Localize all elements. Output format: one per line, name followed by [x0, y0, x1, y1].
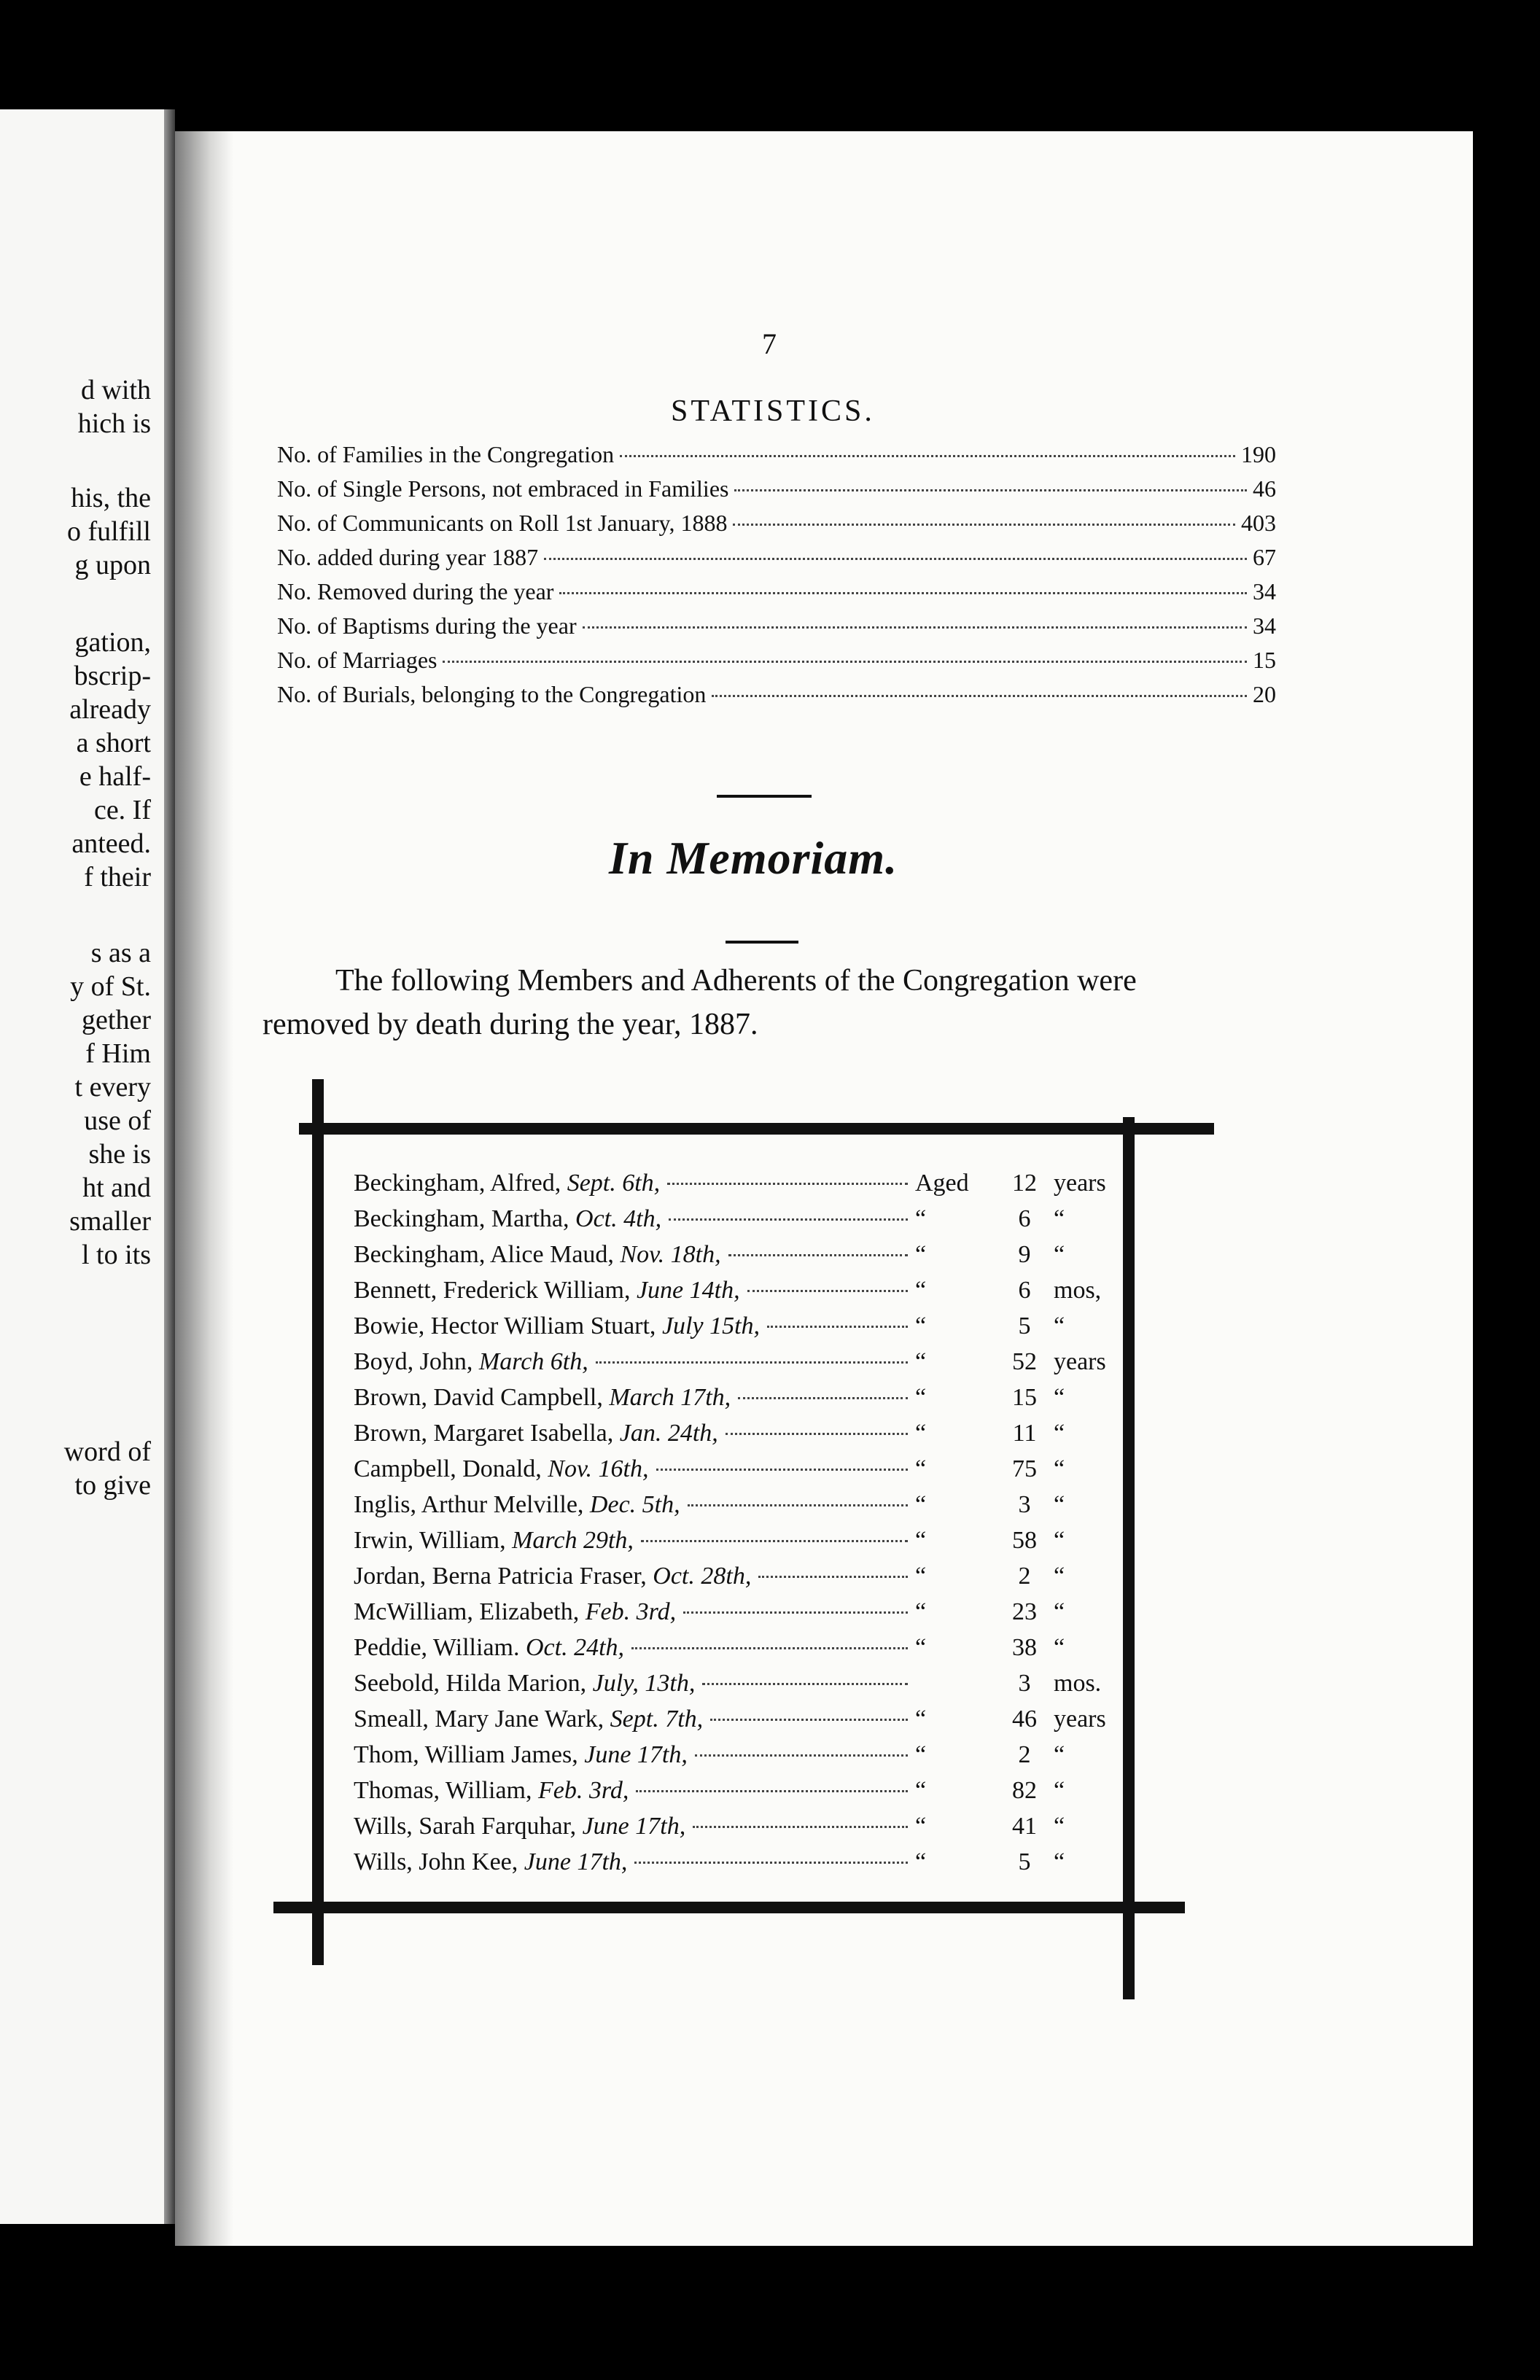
frame-top-bar	[299, 1123, 1214, 1135]
entry-age: 2	[1018, 1741, 1031, 1768]
left-text-fragment: smaller	[69, 1206, 151, 1237]
memoriam-entry	[354, 1170, 1127, 1205]
left-text-fragment: gation,	[74, 627, 151, 658]
memoriam-intro-line: removed by death during the year, 1887.	[262, 1008, 758, 1041]
memoriam-entry	[354, 1777, 1127, 1812]
dot-leader	[544, 558, 1247, 560]
entry-name: Campbell, Donald,	[354, 1455, 542, 1482]
memoriam-intro-line: The following Members and Adherents of the Congregation were	[335, 964, 1137, 998]
entry-unit: “	[1054, 1491, 1065, 1518]
statistics-label: No. of Families in the Congregation	[277, 441, 615, 467]
memoriam-entry	[354, 1241, 1127, 1276]
entry-unit: “	[1054, 1312, 1065, 1339]
entry-date: July 15th,	[661, 1312, 761, 1339]
entry-aged: “	[915, 1348, 927, 1375]
entry-age: 5	[1018, 1312, 1031, 1339]
statistics-row	[277, 612, 1276, 645]
entry-date: Dec. 5th,	[589, 1491, 680, 1518]
dot-leader	[683, 1611, 908, 1614]
entry-age: 38	[1012, 1634, 1037, 1661]
dot-leader	[734, 489, 1247, 491]
entry-name: Beckingham, Alfred,	[354, 1170, 561, 1197]
entry-age: 41	[1012, 1813, 1037, 1840]
entry-name: Brown, David Campbell,	[354, 1384, 603, 1411]
memoriam-entry	[354, 1598, 1127, 1633]
entry-date: Nov. 18th,	[620, 1241, 721, 1268]
entry-unit: “	[1054, 1241, 1065, 1268]
entry-name: Wills, Sarah Farquhar,	[354, 1813, 577, 1840]
section-divider	[726, 941, 798, 944]
left-text-fragment: f their	[84, 862, 151, 892]
left-text-fragment: o fulfill	[66, 516, 151, 547]
entry-age: 58	[1012, 1527, 1037, 1554]
dot-leader	[596, 1361, 908, 1364]
left-text-fragment: e half-	[79, 761, 151, 792]
entry-age: 5	[1018, 1848, 1031, 1875]
entry-date: June 14th,	[636, 1277, 740, 1304]
dot-leader	[634, 1862, 908, 1864]
dot-leader	[702, 1683, 908, 1685]
frame-bottom-bar	[273, 1902, 1185, 1913]
section-divider	[717, 795, 812, 798]
entry-aged: “	[915, 1277, 927, 1304]
statistics-label: No. added during year 1887	[277, 544, 539, 570]
entry-date: March 6th,	[478, 1348, 588, 1375]
statistics-value: 20	[1253, 681, 1276, 707]
entry-date: Oct. 28th,	[653, 1563, 752, 1590]
dot-leader	[733, 524, 1235, 526]
statistics-label: No. of Single Persons, not embraced in Families	[277, 475, 729, 502]
statistics-heading: STATISTICS.	[671, 394, 875, 428]
entry-name: Jordan, Berna Patricia Fraser,	[354, 1563, 647, 1590]
entry-date: Feb. 3rd,	[537, 1777, 629, 1804]
entry-aged: “	[915, 1598, 927, 1625]
memoriam-entry	[354, 1384, 1127, 1419]
entry-aged: “	[915, 1455, 927, 1482]
entry-name: Thom, William James,	[354, 1741, 578, 1768]
left-text-fragment: y of St.	[70, 971, 151, 1002]
memoriam-entry	[354, 1563, 1127, 1598]
left-text-fragment: ce. If	[93, 795, 151, 825]
statistics-row	[277, 475, 1276, 508]
memoriam-entry	[354, 1205, 1127, 1240]
statistics-label: No. Removed during the year	[277, 578, 554, 604]
entry-date: July, 13th,	[592, 1670, 696, 1697]
left-text-fragment: use of	[84, 1105, 151, 1136]
entry-name: Smeall, Mary Jane Wark,	[354, 1706, 604, 1732]
entry-age: 9	[1018, 1241, 1031, 1268]
entry-date: Oct. 4th,	[575, 1205, 662, 1232]
memoriam-entry	[354, 1706, 1127, 1741]
memoriam-entry	[354, 1527, 1127, 1562]
left-text-fragment: she is	[88, 1139, 151, 1170]
entry-name: Wills, John Kee,	[354, 1848, 518, 1875]
entry-aged: “	[915, 1205, 927, 1232]
entry-name: Beckingham, Martha,	[354, 1205, 569, 1232]
statistics-row	[277, 578, 1276, 610]
entry-age: 23	[1012, 1598, 1037, 1625]
left-text-fragment: to give	[74, 1470, 151, 1501]
entry-date: June 17th,	[524, 1848, 628, 1875]
statistics-value: 46	[1253, 475, 1276, 502]
entry-unit: “	[1054, 1205, 1065, 1232]
statistics-label: No. of Baptisms during the year	[277, 612, 577, 639]
memoriam-entry	[354, 1491, 1127, 1526]
left-text-fragment: l to its	[81, 1240, 151, 1270]
entry-aged: “	[915, 1241, 927, 1268]
entry-aged: “	[915, 1491, 927, 1518]
left-text-fragment: a short	[76, 728, 151, 758]
memoriam-entry	[354, 1670, 1127, 1705]
entry-date: Feb. 3rd,	[585, 1598, 677, 1625]
entry-unit: “	[1054, 1455, 1065, 1482]
dot-leader	[636, 1790, 908, 1792]
left-text-fragment: s as a	[90, 938, 151, 968]
statistics-row	[277, 681, 1276, 713]
entry-unit: “	[1054, 1563, 1065, 1590]
dot-leader	[738, 1397, 908, 1399]
statistics-row	[277, 544, 1276, 576]
entry-unit: “	[1054, 1777, 1065, 1804]
statistics-row	[277, 441, 1276, 473]
entry-aged: “	[915, 1634, 927, 1661]
entry-date: March 29th,	[512, 1527, 634, 1554]
memoriam-entry	[354, 1455, 1127, 1490]
entry-age: 46	[1012, 1706, 1037, 1732]
left-text-fragment: f Him	[85, 1038, 151, 1069]
entry-name: Bennett, Frederick William,	[354, 1277, 631, 1304]
dot-leader	[712, 695, 1247, 697]
entry-name: Brown, Margaret Isabella,	[354, 1420, 614, 1447]
memoriam-entry	[354, 1420, 1127, 1455]
memoriam-entry	[354, 1813, 1127, 1848]
dot-leader	[656, 1469, 909, 1471]
entry-date: Sept. 6th,	[567, 1170, 661, 1197]
entry-age: 6	[1018, 1205, 1031, 1232]
left-text-fragment: already	[69, 694, 151, 725]
entry-date: Jan. 24th,	[619, 1420, 718, 1447]
entry-aged: “	[915, 1420, 927, 1447]
dot-leader	[688, 1504, 908, 1506]
entry-age: 12	[1012, 1170, 1037, 1197]
entry-aged: “	[915, 1741, 927, 1768]
memoriam-entry	[354, 1848, 1127, 1883]
entry-aged: “	[915, 1312, 927, 1339]
left-text-fragment: gether	[82, 1005, 151, 1035]
entry-name: Seebold, Hilda Marion,	[354, 1670, 587, 1697]
entry-name: Thomas, William,	[354, 1777, 532, 1804]
memoriam-entry	[354, 1634, 1127, 1669]
memoriam-heading: In Memoriam.	[609, 832, 898, 884]
dot-leader	[667, 1183, 908, 1185]
entry-date: March 17th,	[609, 1384, 731, 1411]
entry-age: 3	[1018, 1491, 1031, 1518]
entry-age: 6	[1018, 1277, 1031, 1304]
entry-unit: “	[1054, 1634, 1065, 1661]
entry-unit: “	[1054, 1848, 1065, 1875]
left-text-fragment: t every	[74, 1072, 151, 1102]
statistics-row	[277, 647, 1276, 679]
entry-aged: “	[915, 1848, 927, 1875]
entry-aged: “	[915, 1563, 927, 1590]
dot-leader	[747, 1290, 908, 1292]
left-text-fragment: hich is	[77, 408, 151, 439]
dot-leader	[620, 455, 1235, 457]
statistics-value: 403	[1241, 510, 1276, 536]
entry-unit: “	[1054, 1813, 1065, 1840]
left-text-fragment: his, the	[71, 483, 151, 513]
entry-aged: “	[915, 1777, 927, 1804]
entry-aged: “	[915, 1706, 927, 1732]
entry-name: Beckingham, Alice Maud,	[354, 1241, 614, 1268]
dot-leader	[641, 1540, 908, 1542]
page-edge-shadow	[175, 131, 233, 2246]
entry-aged: Aged	[915, 1170, 969, 1197]
entry-date: Nov. 16th,	[548, 1455, 649, 1482]
entry-date: Oct. 24th,	[525, 1634, 625, 1661]
memoriam-entry	[354, 1348, 1127, 1383]
entry-age: 52	[1012, 1348, 1037, 1375]
dot-leader	[693, 1826, 908, 1828]
left-facing-page	[0, 109, 164, 2224]
statistics-label: No. of Communicants on Roll 1st January, 1888	[277, 510, 728, 536]
statistics-value: 34	[1253, 578, 1276, 604]
statistics-value: 67	[1253, 544, 1276, 570]
entry-aged: “	[915, 1527, 927, 1554]
entry-unit: mos.	[1054, 1670, 1102, 1697]
memoriam-entry	[354, 1312, 1127, 1348]
statistics-label: No. of Burials, belonging to the Congregation	[277, 681, 707, 707]
entry-unit: “	[1054, 1420, 1065, 1447]
entry-age: 82	[1012, 1777, 1037, 1804]
left-text-fragment: g upon	[74, 550, 151, 580]
memoriam-entry	[354, 1277, 1127, 1312]
dot-leader	[767, 1326, 908, 1328]
entry-unit: “	[1054, 1384, 1065, 1411]
entry-aged: “	[915, 1813, 927, 1840]
entry-name: Peddie, William.	[354, 1634, 520, 1661]
dot-leader	[559, 592, 1247, 594]
entry-unit: “	[1054, 1741, 1065, 1768]
book-gutter	[164, 109, 175, 2224]
entry-age: 11	[1012, 1420, 1037, 1447]
dot-leader	[710, 1719, 908, 1721]
entry-date: June 17th,	[582, 1813, 686, 1840]
entry-age: 15	[1012, 1384, 1037, 1411]
dot-leader	[443, 661, 1247, 663]
dot-leader	[695, 1754, 908, 1757]
dot-leader	[728, 1254, 908, 1256]
dot-leader	[758, 1576, 908, 1578]
entry-unit: years	[1054, 1348, 1106, 1375]
memoriam-entry	[354, 1741, 1127, 1776]
entry-unit: years	[1054, 1706, 1106, 1732]
entry-name: Boyd, John,	[354, 1348, 473, 1375]
dot-leader	[669, 1218, 908, 1221]
entry-name: Inglis, Arthur Melville,	[354, 1491, 584, 1518]
statistics-value: 34	[1253, 612, 1276, 639]
statistics-row	[277, 510, 1276, 542]
dot-leader	[631, 1647, 908, 1649]
entry-age: 3	[1018, 1670, 1031, 1697]
left-text-fragment: ht and	[82, 1172, 151, 1203]
entry-name: Irwin, William,	[354, 1527, 506, 1554]
entry-age: 75	[1012, 1455, 1037, 1482]
left-text-fragment: word of	[63, 1436, 151, 1467]
statistics-label: No. of Marriages	[277, 647, 438, 673]
entry-date: Sept. 7th,	[610, 1706, 704, 1732]
entry-aged: “	[915, 1384, 927, 1411]
entry-date: June 17th,	[584, 1741, 688, 1768]
page-number: 7	[762, 327, 777, 360]
entry-unit: mos,	[1054, 1277, 1102, 1304]
left-text-fragment: anteed.	[71, 828, 151, 859]
left-text-fragment: bscrip-	[74, 661, 151, 691]
entry-age: 2	[1018, 1563, 1031, 1590]
left-text-fragment: d with	[80, 375, 151, 405]
entry-unit: “	[1054, 1598, 1065, 1625]
dot-leader	[583, 626, 1247, 629]
dot-leader	[726, 1433, 908, 1435]
entry-name: McWilliam, Elizabeth,	[354, 1598, 580, 1625]
entry-name: Bowie, Hector William Stuart,	[354, 1312, 656, 1339]
frame-left-bar	[312, 1079, 324, 1965]
statistics-value: 190	[1241, 441, 1276, 467]
statistics-value: 15	[1253, 647, 1276, 673]
entry-unit: years	[1054, 1170, 1106, 1197]
entry-unit: “	[1054, 1527, 1065, 1554]
